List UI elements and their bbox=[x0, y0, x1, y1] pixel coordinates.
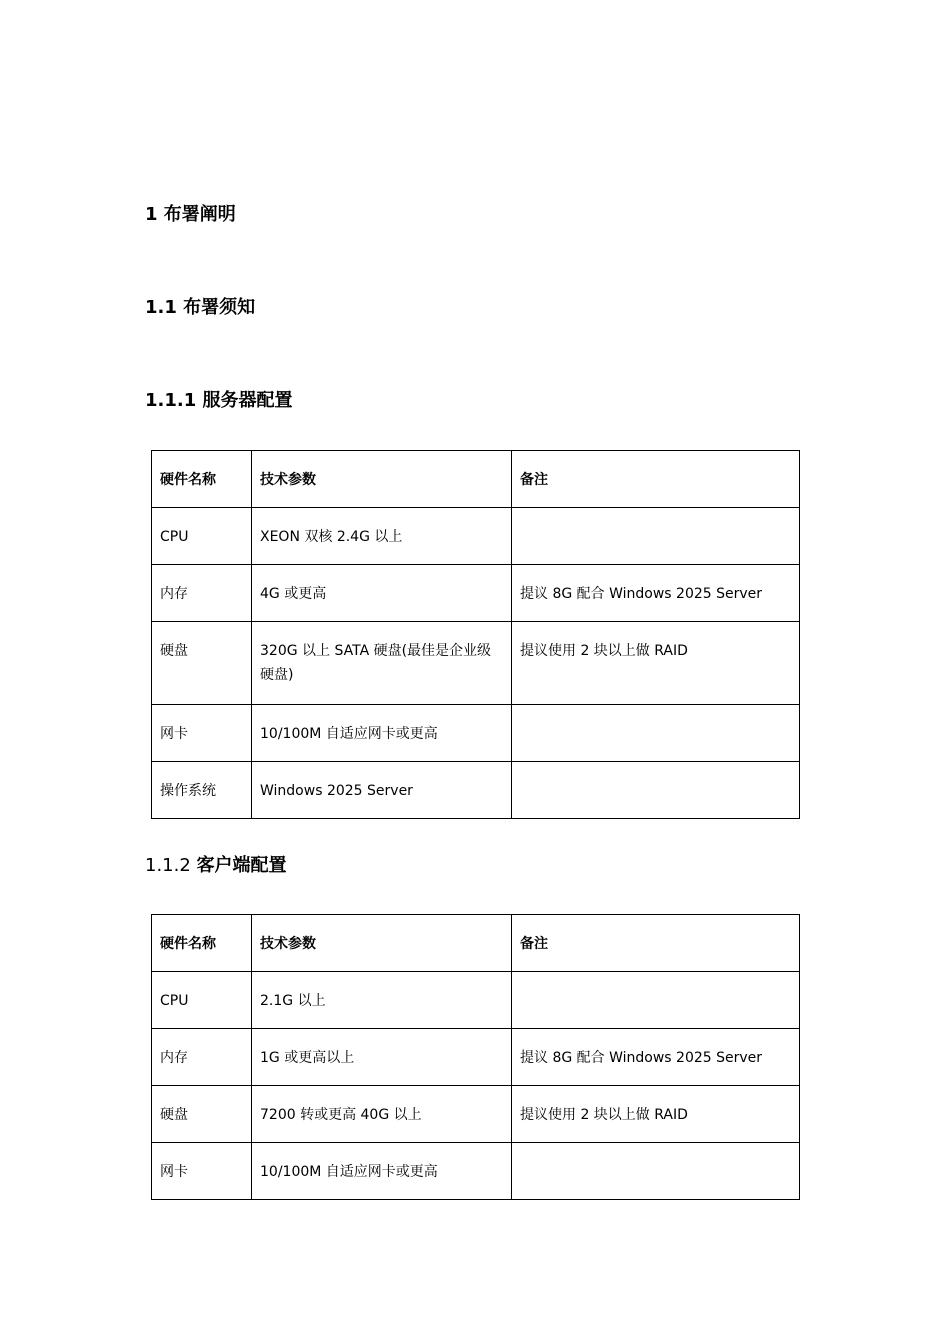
table-cell: 1G 或更高以上 bbox=[252, 1029, 512, 1086]
table-header-row bbox=[152, 451, 800, 508]
table-row bbox=[152, 1086, 800, 1143]
table-cell: 7200 转或更高 40G 以上 bbox=[252, 1086, 512, 1143]
table-row bbox=[152, 565, 800, 622]
table-cell: Windows 2025 Server bbox=[252, 762, 512, 819]
table-cell: 10/100M 自适应网卡或更高 bbox=[252, 705, 512, 762]
table-cell: 内存 bbox=[152, 565, 252, 622]
table-cell: 提议 8G 配合 Windows 2025 Server bbox=[512, 565, 800, 622]
table-row bbox=[152, 622, 800, 705]
table-cell bbox=[512, 972, 800, 1029]
table-cell: 4G 或更高 bbox=[252, 565, 512, 622]
heading-text: 客户端配置 bbox=[196, 855, 287, 876]
table-cell: 提议 8G 配合 Windows 2025 Server bbox=[512, 1029, 800, 1086]
table-cell bbox=[512, 762, 800, 819]
table-cell: 内存 bbox=[152, 1029, 252, 1086]
header-cell: 备注 bbox=[512, 451, 800, 508]
table-cell: 提议使用 2 块以上做 RAID bbox=[512, 622, 800, 705]
table-cell: CPU bbox=[152, 508, 252, 565]
heading-client-config bbox=[145, 851, 287, 877]
table-row bbox=[152, 972, 800, 1029]
header-cell: 技术参数 bbox=[252, 451, 512, 508]
table-cell: 提议使用 2 块以上做 RAID bbox=[512, 1086, 800, 1143]
table-row bbox=[152, 1029, 800, 1086]
table-cell: 10/100M 自适应网卡或更高 bbox=[252, 1143, 512, 1200]
server-config-table bbox=[151, 450, 800, 819]
table-cell: 网卡 bbox=[152, 1143, 252, 1200]
table-row bbox=[152, 508, 800, 565]
header-cell: 硬件名称 bbox=[152, 451, 252, 508]
heading-deployment-requirements: 1.1 布署须知 bbox=[145, 297, 256, 318]
header-cell: 备注 bbox=[512, 915, 800, 972]
table-cell: 2.1G 以上 bbox=[252, 972, 512, 1029]
table-header-row bbox=[152, 915, 800, 972]
client-config-table bbox=[151, 914, 800, 1200]
table-cell: CPU bbox=[152, 972, 252, 1029]
table-cell: 操作系统 bbox=[152, 762, 252, 819]
table-cell: 硬盘 bbox=[152, 622, 252, 705]
table-cell: 硬盘 bbox=[152, 1086, 252, 1143]
heading-server-config: 1.1.1 服务器配置 bbox=[145, 390, 293, 411]
heading-number: 1.1.2 bbox=[145, 855, 191, 876]
table-cell bbox=[512, 705, 800, 762]
table-cell: XEON 双核 2.4G 以上 bbox=[252, 508, 512, 565]
table-cell bbox=[512, 508, 800, 565]
header-cell: 硬件名称 bbox=[152, 915, 252, 972]
header-cell: 技术参数 bbox=[252, 915, 512, 972]
table-row bbox=[152, 762, 800, 819]
table-cell bbox=[512, 1143, 800, 1200]
heading-deployment-notes: 1 布署阐明 bbox=[145, 204, 236, 225]
table-row bbox=[152, 705, 800, 762]
table-row bbox=[152, 1143, 800, 1200]
table-cell: 320G 以上 SATA 硬盘(最佳是企业级硬盘) bbox=[252, 622, 512, 705]
table-cell: 网卡 bbox=[152, 705, 252, 762]
